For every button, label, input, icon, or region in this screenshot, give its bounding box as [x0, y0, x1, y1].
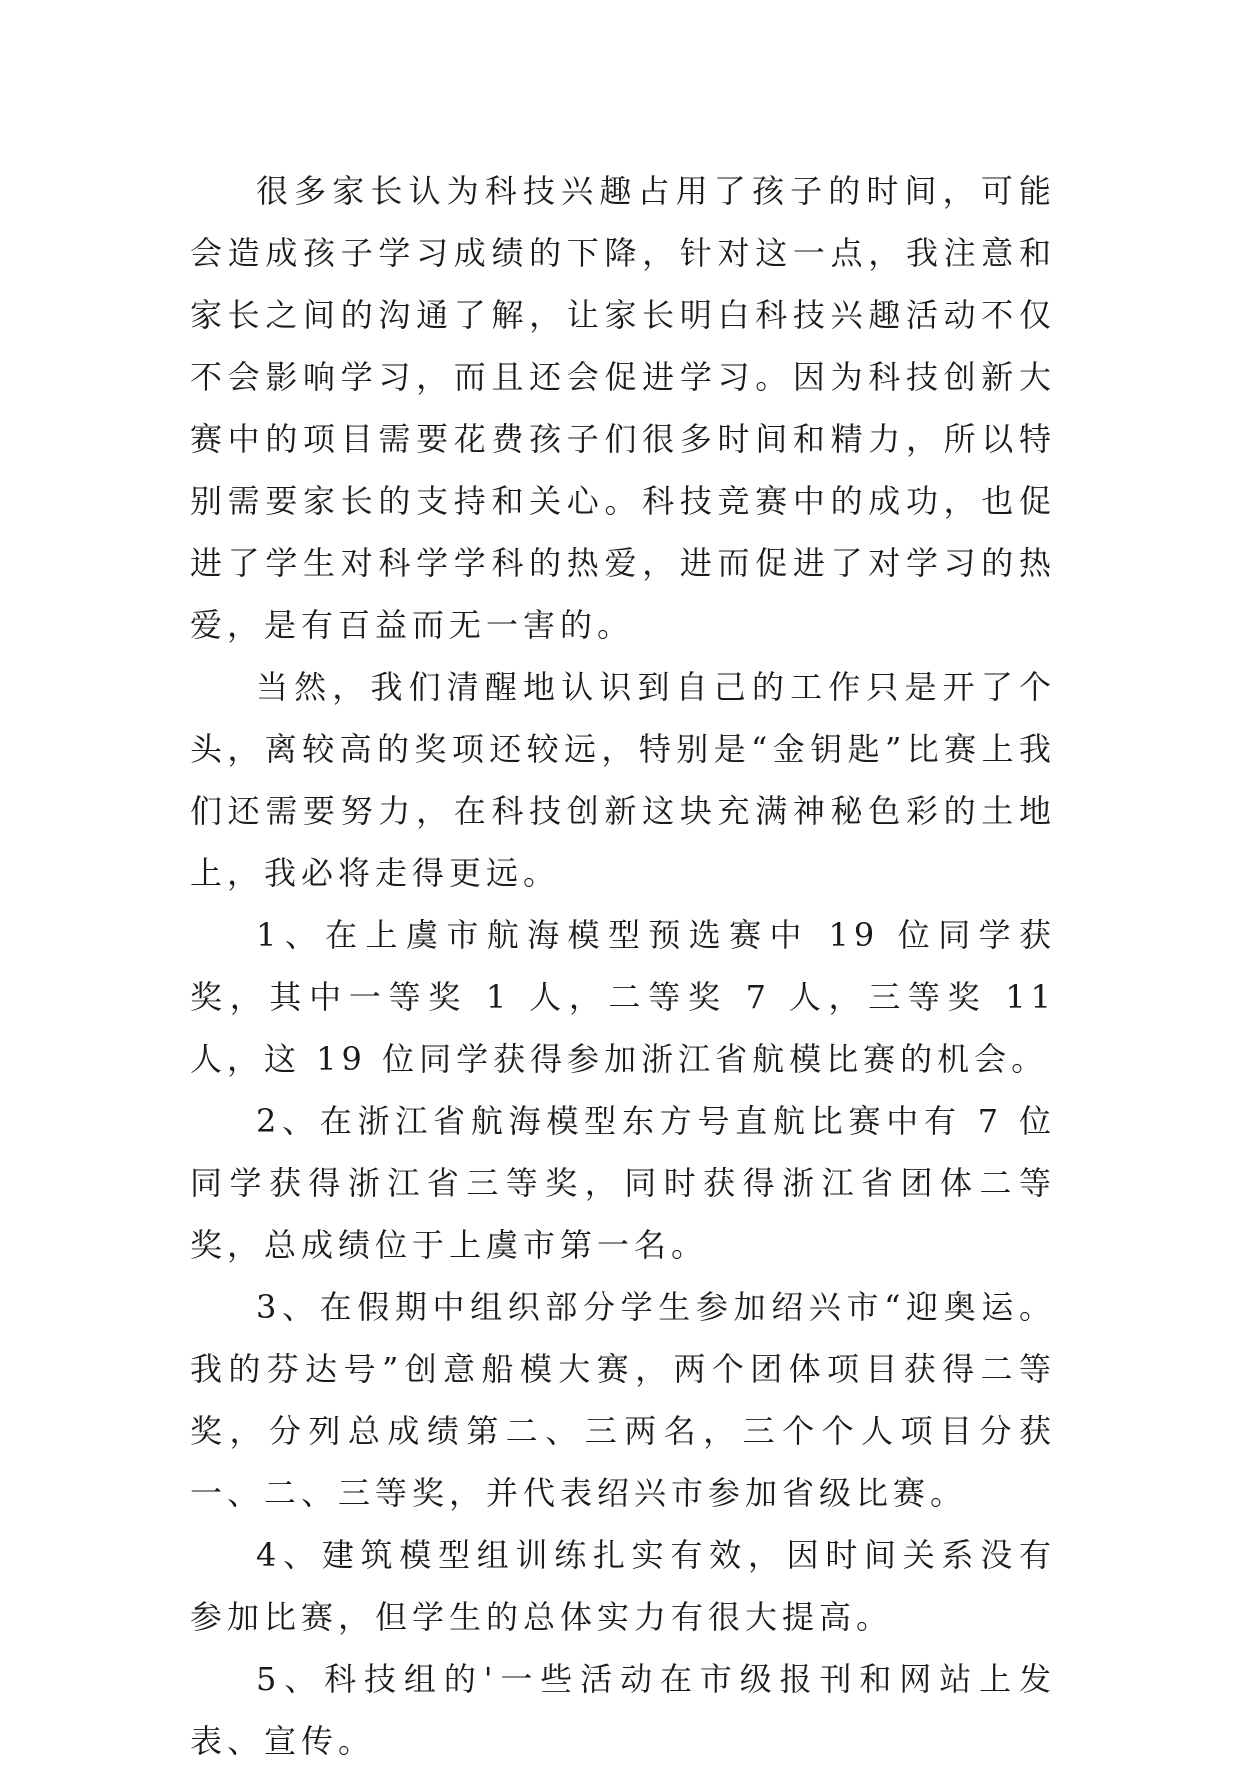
list-item-achievement-2: 2、在浙江省航海模型东方号直航比赛中有 7 位同学获得浙江省三等奖，同时获得浙江省团体二等奖，总成绩位于上虞市第一名。 [190, 1102, 1056, 1264]
list-item-achievement-5: 5、科技组的'一些活动在市级报刊和网站上发表、宣传。 [190, 1660, 1056, 1760]
paragraph-self-reflection: 当然，我们清醒地认识到自己的工作只是开了个头，离较高的奖项还较远，特别是“金钥匙”比赛上我们还需要努力，在科技创新这块充满神秘色彩的土地上，我必将走得更远。 [190, 668, 1056, 892]
list-item-achievement-1: 1、在上虞市航海模型预选赛中 19 位同学获奖，其中一等奖 1 人，二等奖 7 人，三等奖 11 人，这 19 位同学获得参加浙江省航模比赛的机会。 [190, 916, 1056, 1078]
list-item-achievement-3: 3、在假期中组织部分学生参加绍兴市“迎奥运。我的芬达号”创意船模大赛，两个团体项目获得二等奖，分列总成绩第二、三两名，三个个人项目分获一、二、三等奖，并代表绍兴市参加省级比赛。 [190, 1288, 1056, 1512]
document-body [190, 160, 1056, 1772]
paragraph-parent-communication: 很多家长认为科技兴趣占用了孩子的时间，可能会造成孩子学习成绩的下降，针对这一点，我注意和家长之间的沟通了解，让家长明白科技兴趣活动不仅不会影响学习，而且还会促进学习。因为科技创新大赛中的项目需要花费孩子们很多时间和精力，所以特别需要家长的支持和关心。科技竞赛中的成功，也促进了学生对科学学科的热爱，进而促进了对学习的热爱，是有百益而无一害的。 [190, 172, 1056, 644]
list-item-achievement-4: 4、建筑模型组训练扎实有效，因时间关系没有参加比赛，但学生的总体实力有很大提高。 [190, 1536, 1056, 1636]
